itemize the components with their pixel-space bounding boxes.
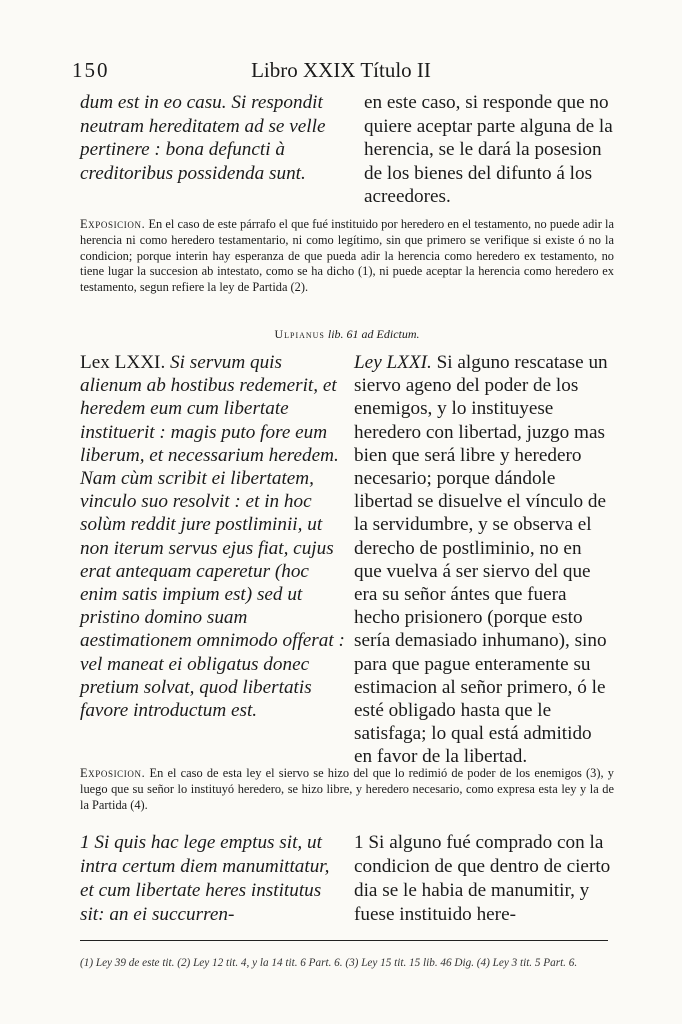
citation (80, 327, 614, 342)
latin-text-section-3 (80, 831, 346, 927)
lex-71-spanish-text: Si alguno rescatase un siervo ageno del poder de los enemigos, y lo instituyese heredero con libertad, juzgo mas bien que será libre y heredero necesario; porque dándole libertad se disuelve el vínculo de la servidumbre, y se observa el derecho de postliminio, no en que vuelva á ser siervo del que era su señor ántes que fuera hecho prisionero (porque esto sería demasiado inhumano), sino para que pague enteramente su estimacion al señor primero, ó le esté obligado hasta que le satisfaga; lo qual está admitido en favor de la libertad. (354, 352, 608, 768)
latin-text-section-1: dum est in eo casu. Si respondit neutram hereditatem ad se velle pertinere : bona defuncti à creditoribus possidenda sunt. (80, 92, 326, 184)
citation-work: lib. 61 ad Edictum. (327, 327, 420, 341)
lex-71-latin (80, 351, 346, 722)
exposicion-2-label: Exposicion. (80, 766, 146, 780)
running-title: Libro XXIX Título II (251, 58, 431, 82)
spanish-paragraph-number: 1 (354, 832, 364, 853)
spanish-text-section-1: en este caso, si responde que no quiere aceptar parte alguna de la herencia, se le dará la posesion de los bienes del difunto á los acreedores. (364, 92, 613, 207)
page-header (72, 58, 610, 88)
exposicion-2 (80, 766, 614, 813)
exposicion-1-text: En el caso de este párrafo el que fué instituido por heredero en el testamento, no puede adir la herencia ni como heredero testamentario, ni como legítimo, sin que primero se verifique si existe ó no la condicion; porque interin hay esperanza de que pueda adir la herencia como heredero ex testamento, no tiene lugar la succesion ab intestato, como se ha dicho (1), ni puede aceptar la herencia como heredero ex testamento, segun refiere la ley de Partida (2). (80, 217, 614, 295)
footnote-rule (80, 940, 608, 941)
latin-paragraph-text: Si quis hac lege emptus sit, ut intra certum diem manumittatur, et cum libertate heres institutus sit: an ei succurren- (80, 832, 330, 925)
lex-71-latin-label: Lex LXXI. (80, 352, 166, 373)
page-number: 150 (72, 58, 110, 82)
citation-author: Ulpianus (274, 327, 325, 341)
footnotes: (1) Ley 39 de este tit. (2) Ley 12 tit. 4, y la 14 tit. 6 Part. 6. (3) Ley 15 tit. 15 lib. 46 Dig. (4) Ley 3 tit. 5 Part. 6. (80, 957, 578, 969)
lex-71-latin-text: Si servum quis alienum ab hostibus redemerit, et heredem eum cum libertate instituerit : magis puto fore eum liberum, et necessarium heredem. Nam cùm scribit ei libertatem, vinculo suo resolvit : et in hoc solùm reddit jure postliminii, ut non iterum servus ejus fiat, cujus erat antequam caperetur (hoc enim satis impium est) sed ut pristino domino suam aestimationem omnimodo offerat : vel maneat ei obligatus donec pretium solvat, quod libertatis favore introductum est. (80, 352, 345, 722)
exposicion-1 (80, 217, 614, 296)
spanish-text-section-3 (354, 831, 614, 927)
exposicion-1-label: Exposicion. (80, 217, 146, 231)
latin-paragraph-number: 1 (80, 832, 90, 853)
lex-71-spanish (354, 351, 614, 769)
spanish-paragraph-text: Si alguno fué comprado con la condicion de que dentro de cierto dia se le habia de manumitir, y fuese instituido here- (354, 832, 611, 925)
lex-71-spanish-label: Ley LXXI. (354, 352, 432, 373)
exposicion-2-text: En el caso de esta ley el siervo se hizo del que lo redimió de poder de los enemigos (3), y luego que su señor lo instituyó heredero, se hizo libre, y heredero necesario, como expresa esta ley y la de la Partida (4). (80, 766, 614, 812)
